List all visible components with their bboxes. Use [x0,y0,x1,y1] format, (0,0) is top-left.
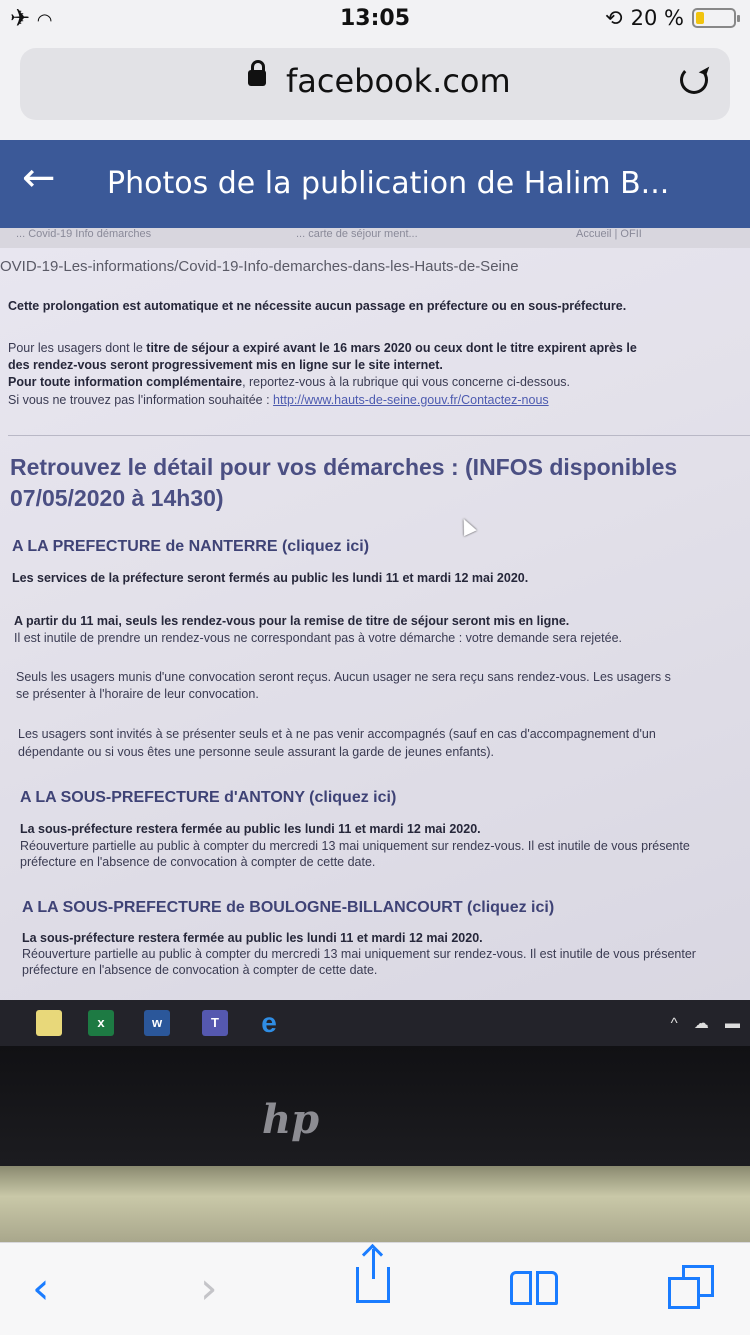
share-icon[interactable] [356,1267,390,1303]
photo-taskbar [0,1000,750,1046]
bookmarks-icon[interactable] [510,1271,558,1307]
edge-icon: e [261,1007,277,1038]
section-heading: Retrouvez le détail pour vos démarches : (INFOS disponibles 07/05/2020 à 14h30) [10,454,678,511]
reload-icon[interactable] [680,66,708,94]
sticky-notes-icon [36,1010,62,1036]
forward-icon[interactable]: › [200,1263,218,1314]
paragraph: A partir du 11 mai, seuls les rendez-vous pour la remise de titre de séjour seront mis en ligne. [14,614,570,628]
paragraph: La sous-préfecture restera fermée au public les lundi 11 et mardi 12 mai 2020. [22,931,483,945]
antony-heading: A LA SOUS-PREFECTURE d'ANTONY (cliquez ici) [20,789,397,806]
lock-icon [248,70,266,86]
browser-toolbar [0,1242,750,1335]
status-bar [0,0,750,40]
excel-icon: x [88,1010,114,1036]
teams-icon: T [202,1010,228,1036]
battery-icon [692,8,736,28]
photographed-screen [0,228,750,1000]
laptop-bezel [0,1046,750,1166]
nanterre-heading: A LA PREFECTURE de NANTERRE (cliquez ici) [12,538,370,555]
back-icon[interactable]: ‹ [32,1263,50,1314]
paragraph: des rendez-vous seront progressivement mis en ligne sur le site internet. [8,358,443,372]
paragraph: Les usagers sont invités à se présenter seuls et à ne pas venir accompagnés (sauf en cas d'accompagnement d'un [18,727,656,741]
paragraph: Seuls les usagers munis d'une convocation seront reçus. Aucun usager ne sera reçu sans rendez-vous. Les usagers s [16,670,671,684]
paragraph: Réouverture partielle au public à compter du mercredi 13 mai uniquement sur rendez-vous. Il est inutile de vous présente [20,839,690,853]
rotation-lock-icon: ⟲ [605,6,623,30]
post-photo[interactable] [0,228,750,1242]
tabs-icon[interactable] [668,1265,718,1311]
airplane-icon: ✈ [10,5,31,32]
paragraph: préfecture en l'absence de convocation à compter de cette date. [20,855,376,869]
photo-tab: ... Covid-19 Info démarches [16,228,152,240]
address-domain: facebook.com [286,62,511,100]
status-time: 13:05 [339,6,411,31]
divider [8,435,750,436]
status-right [605,6,736,30]
photo-url: OVID-19-Les-informations/Covid-19-Info-demarches-dans-les-Hauts-de-Seine [0,258,519,275]
paragraph: Si vous ne trouvez pas l'information souhaitée : http://www.hauts-de-seine.gouv.fr/Contactez-nous [8,393,549,407]
laptop-keyboard-edge [0,1166,750,1242]
wifi-icon: ◠ [36,10,53,30]
hp-logo: hp [262,1096,320,1143]
system-tray-icons: ^ ☁ ▬ [670,1015,746,1032]
browser-address-area [0,40,750,140]
word-icon: w [144,1010,170,1036]
paragraph: Cette prolongation est automatique et ne nécessite aucun passage en préfecture ou en sous-préfecture. [8,299,627,313]
contact-link: http://www.hauts-de-seine.gouv.fr/Contactez-nous [273,393,549,407]
paragraph: préfecture en l'absence de convocation à compter de cette date. [22,963,378,977]
page-title: Photos de la publication de Halim B... [107,166,670,201]
battery-percent: 20 % [630,6,684,30]
facebook-header [0,140,750,228]
photo-browser-tabs [0,228,750,248]
paragraph: La sous-préfecture restera fermée au public les lundi 11 et mardi 12 mai 2020. [20,822,481,836]
paragraph: Pour les usagers dont le titre de séjour a expiré avant le 16 mars 2020 ou ceux dont le titre expirent après le [8,341,637,355]
paragraph: Il est inutile de prendre un rendez-vous ne correspondant pas à votre démarche : votre demande sera rejetée. [14,631,622,645]
paragraph: Réouverture partielle au public à compter du mercredi 13 mai uniquement sur rendez-vous. Il est inutile de vous présenter [22,947,696,961]
photo-tab: ... carte de séjour ment... [296,228,418,240]
back-arrow-icon[interactable]: ← [22,155,56,201]
paragraph: se présenter à l'horaire de leur convocation. [16,687,259,701]
address-bar[interactable] [20,48,730,120]
boulogne-heading: A LA SOUS-PREFECTURE de BOULOGNE-BILLANCOURT (cliquez ici) [22,899,555,916]
paragraph: Les services de la préfecture seront fermés au public les lundi 11 et mardi 12 mai 2020. [12,571,529,585]
photo-tab: Accueil | OFII [576,228,642,240]
mouse-cursor-icon [457,516,476,536]
paragraph: dépendante ou si vous êtes une personne seule assurant la garde de jeunes enfants). [18,745,495,759]
paragraph: Pour toute information complémentaire, reportez-vous à la rubrique qui vous concerne ci-dessous. [8,375,571,389]
